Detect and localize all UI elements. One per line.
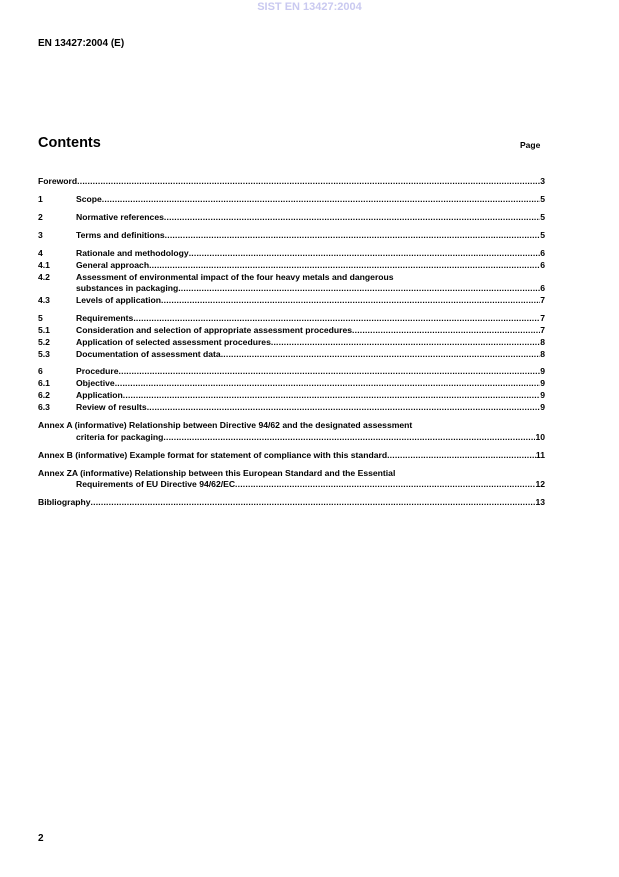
dot-leader bbox=[102, 194, 540, 206]
dot-leader bbox=[189, 248, 541, 260]
toc-entry-title bbox=[38, 497, 545, 509]
toc-line-text: Assessment of environmental impact of the four heavy metals and dangerous bbox=[76, 271, 394, 282]
toc-line-text: Scope bbox=[76, 193, 102, 204]
toc-entry-title bbox=[76, 325, 545, 337]
toc-entry-title bbox=[76, 260, 545, 272]
toc-line-text: Requirements of EU Directive 94/62/EC bbox=[76, 479, 236, 490]
dot-leader bbox=[115, 378, 541, 390]
toc-line bbox=[76, 402, 545, 414]
toc-line-text: Documentation of assessment data bbox=[76, 348, 221, 359]
toc-line bbox=[38, 497, 545, 509]
toc-line bbox=[38, 468, 545, 480]
toc-page-number: 11 bbox=[535, 449, 545, 460]
toc-entry[interactable] bbox=[38, 366, 545, 378]
toc-entry-number: 4 bbox=[38, 247, 43, 258]
toc-line bbox=[76, 378, 545, 390]
toc-entry-number: 6.1 bbox=[38, 378, 50, 389]
toc-page-number: 8 bbox=[540, 336, 545, 347]
toc-entry-number: 3 bbox=[38, 229, 43, 240]
toc-page-number: 5 bbox=[540, 229, 545, 240]
toc-line bbox=[76, 272, 545, 284]
toc-entry[interactable] bbox=[38, 497, 545, 509]
toc-line bbox=[76, 366, 545, 378]
toc-line-text: Application bbox=[76, 390, 123, 401]
dot-leader bbox=[352, 325, 540, 337]
dot-leader bbox=[123, 390, 540, 402]
toc-line-text: Rationale and methodology bbox=[76, 247, 189, 258]
toc-entry-title bbox=[76, 402, 545, 414]
toc-line-text: General approach bbox=[76, 259, 150, 270]
toc-group bbox=[38, 176, 545, 188]
toc-entry[interactable] bbox=[38, 194, 545, 206]
toc-entry[interactable] bbox=[38, 248, 545, 260]
toc-page-number: 5 bbox=[540, 193, 545, 204]
toc-entry-title bbox=[38, 468, 545, 492]
toc-page-number: 13 bbox=[535, 497, 545, 508]
toc-line bbox=[76, 260, 545, 272]
toc-entry-number: 6.2 bbox=[38, 390, 50, 401]
toc-line bbox=[76, 248, 545, 260]
toc-page-number: 9 bbox=[540, 390, 545, 401]
dot-leader bbox=[161, 295, 540, 307]
toc-group bbox=[38, 194, 545, 206]
dot-leader bbox=[164, 212, 540, 224]
toc-entry-number: 5 bbox=[38, 313, 43, 324]
toc-line bbox=[76, 349, 545, 361]
toc-entry-number: 6.3 bbox=[38, 401, 50, 412]
toc-group bbox=[38, 497, 545, 509]
toc-entry-number: 5.1 bbox=[38, 324, 50, 335]
toc-line bbox=[38, 450, 545, 462]
toc-line-text: Foreword bbox=[38, 176, 78, 186]
dot-leader bbox=[271, 337, 540, 349]
watermark: SIST EN 13427:2004 bbox=[257, 1, 362, 13]
toc-group bbox=[38, 248, 545, 307]
toc-page-number: 3 bbox=[540, 176, 545, 186]
toc-line-text: Annex A (informative) Relationship between Directive 94/62 and the designated assessment bbox=[38, 419, 413, 430]
toc-entry[interactable] bbox=[38, 325, 545, 337]
toc-page-number: 5 bbox=[540, 211, 545, 222]
document-header: EN 13427:2004 (E) bbox=[38, 38, 125, 49]
toc-line bbox=[76, 194, 545, 206]
dot-leader bbox=[178, 283, 540, 295]
toc-line bbox=[38, 420, 545, 432]
toc-entry-title bbox=[76, 194, 545, 206]
toc-entry[interactable] bbox=[38, 313, 545, 325]
toc-line-text: Review of results bbox=[76, 401, 147, 412]
toc-entry-title bbox=[76, 230, 545, 242]
toc-entry-title bbox=[38, 176, 545, 188]
toc-entry-title bbox=[38, 450, 545, 462]
toc-page-number: 7 bbox=[540, 324, 545, 335]
dot-leader bbox=[147, 402, 541, 414]
toc-entry[interactable] bbox=[38, 295, 545, 307]
toc-entry[interactable] bbox=[38, 420, 545, 444]
toc-entry[interactable] bbox=[38, 468, 545, 492]
toc-entry[interactable] bbox=[38, 450, 545, 462]
toc-entry-number: 5.3 bbox=[38, 348, 50, 359]
toc-entry-title bbox=[76, 295, 545, 307]
toc-page-number: 12 bbox=[535, 479, 545, 490]
toc-entry[interactable] bbox=[38, 272, 545, 296]
toc-line-text: Normative references bbox=[76, 211, 164, 222]
toc-entry-number: 5.2 bbox=[38, 336, 50, 347]
toc-entry-title bbox=[76, 366, 545, 378]
toc-entry[interactable] bbox=[38, 337, 545, 349]
toc-entry-number: 2 bbox=[38, 211, 43, 222]
toc-line-text: Objective bbox=[76, 378, 115, 389]
toc-entry-title bbox=[76, 337, 545, 349]
toc-entry[interactable] bbox=[38, 260, 545, 272]
toc-line bbox=[76, 230, 545, 242]
toc-page-number: 6 bbox=[540, 283, 545, 294]
toc-page-number: 9 bbox=[540, 366, 545, 377]
dot-leader bbox=[387, 450, 536, 462]
dot-leader bbox=[165, 230, 541, 242]
toc-entry-title bbox=[76, 272, 545, 296]
toc-page-number: 8 bbox=[540, 348, 545, 359]
toc-entry[interactable] bbox=[38, 230, 545, 242]
dot-leader bbox=[235, 479, 535, 491]
toc-page-number: 7 bbox=[540, 295, 545, 306]
toc-line-text: Procedure bbox=[76, 366, 119, 377]
toc-page-number: 9 bbox=[540, 378, 545, 389]
toc-line bbox=[76, 390, 545, 402]
toc-entry-number: 4.1 bbox=[38, 259, 50, 270]
toc-line-text: criteria for packaging bbox=[76, 431, 164, 442]
page-number: 2 bbox=[38, 833, 44, 844]
toc-line-text: Annex ZA (informative) Relationship between this European Standard and the Essential bbox=[38, 467, 396, 478]
toc-line bbox=[76, 212, 545, 224]
toc-entry[interactable] bbox=[38, 349, 545, 361]
toc-group bbox=[38, 420, 545, 444]
toc-entry-title bbox=[76, 313, 545, 325]
dot-leader bbox=[133, 313, 540, 325]
toc-entry[interactable] bbox=[38, 378, 545, 390]
toc-line bbox=[76, 283, 545, 295]
toc-group bbox=[38, 450, 545, 462]
toc-entry[interactable] bbox=[38, 390, 545, 402]
toc-page-number: 9 bbox=[540, 401, 545, 412]
toc-entry-number: 4.2 bbox=[38, 271, 50, 282]
toc-line-text: Application of selected assessment procedures bbox=[76, 336, 271, 347]
toc-line bbox=[76, 337, 545, 349]
page-column-label: Page bbox=[520, 140, 541, 150]
toc-page-number: 6 bbox=[540, 247, 545, 258]
toc-group bbox=[38, 313, 545, 360]
toc-entry-title bbox=[76, 248, 545, 260]
dot-leader bbox=[77, 176, 540, 188]
toc-entry-title bbox=[76, 212, 545, 224]
dot-leader bbox=[91, 497, 536, 509]
toc-entry-title bbox=[76, 390, 545, 402]
toc-page-number: 6 bbox=[540, 259, 545, 270]
dot-leader bbox=[163, 432, 535, 444]
toc-group bbox=[38, 230, 545, 242]
toc-entry[interactable] bbox=[38, 212, 545, 224]
dot-leader bbox=[149, 260, 540, 272]
toc-entry[interactable] bbox=[38, 176, 545, 188]
contents-title: Contents bbox=[38, 135, 101, 151]
toc-line-text: substances in packaging bbox=[76, 283, 179, 294]
toc-line-text: Terms and definitions bbox=[76, 229, 165, 240]
toc-page-number: 7 bbox=[540, 313, 545, 324]
toc-entry[interactable] bbox=[38, 402, 545, 414]
toc-line-text: Levels of application bbox=[76, 295, 162, 306]
toc-line bbox=[76, 325, 545, 337]
dot-leader bbox=[119, 366, 541, 378]
toc-entry-number: 1 bbox=[38, 193, 43, 204]
toc-group bbox=[38, 468, 545, 492]
toc-line bbox=[38, 432, 545, 444]
dot-leader bbox=[221, 349, 541, 361]
toc-line bbox=[38, 479, 545, 491]
toc-entry-number: 6 bbox=[38, 366, 43, 377]
toc-line-text: Annex B (informative) Example format for statement of compliance with this standard bbox=[38, 449, 388, 460]
toc-line-text: Bibliography bbox=[38, 497, 91, 508]
toc-entry-title bbox=[38, 420, 545, 444]
toc-line-text: Consideration and selection of appropriate assessment procedures bbox=[76, 324, 353, 335]
toc-entry-number: 4.3 bbox=[38, 295, 50, 306]
toc-entry-title bbox=[76, 378, 545, 390]
toc-group bbox=[38, 366, 545, 413]
toc-page-number: 10 bbox=[535, 431, 545, 442]
toc-line bbox=[76, 313, 545, 325]
toc-group bbox=[38, 212, 545, 224]
toc-entry-title bbox=[76, 349, 545, 361]
toc-line bbox=[76, 295, 545, 307]
toc-line bbox=[38, 176, 545, 188]
table-of-contents bbox=[38, 176, 545, 515]
toc-line-text: Requirements bbox=[76, 313, 134, 324]
